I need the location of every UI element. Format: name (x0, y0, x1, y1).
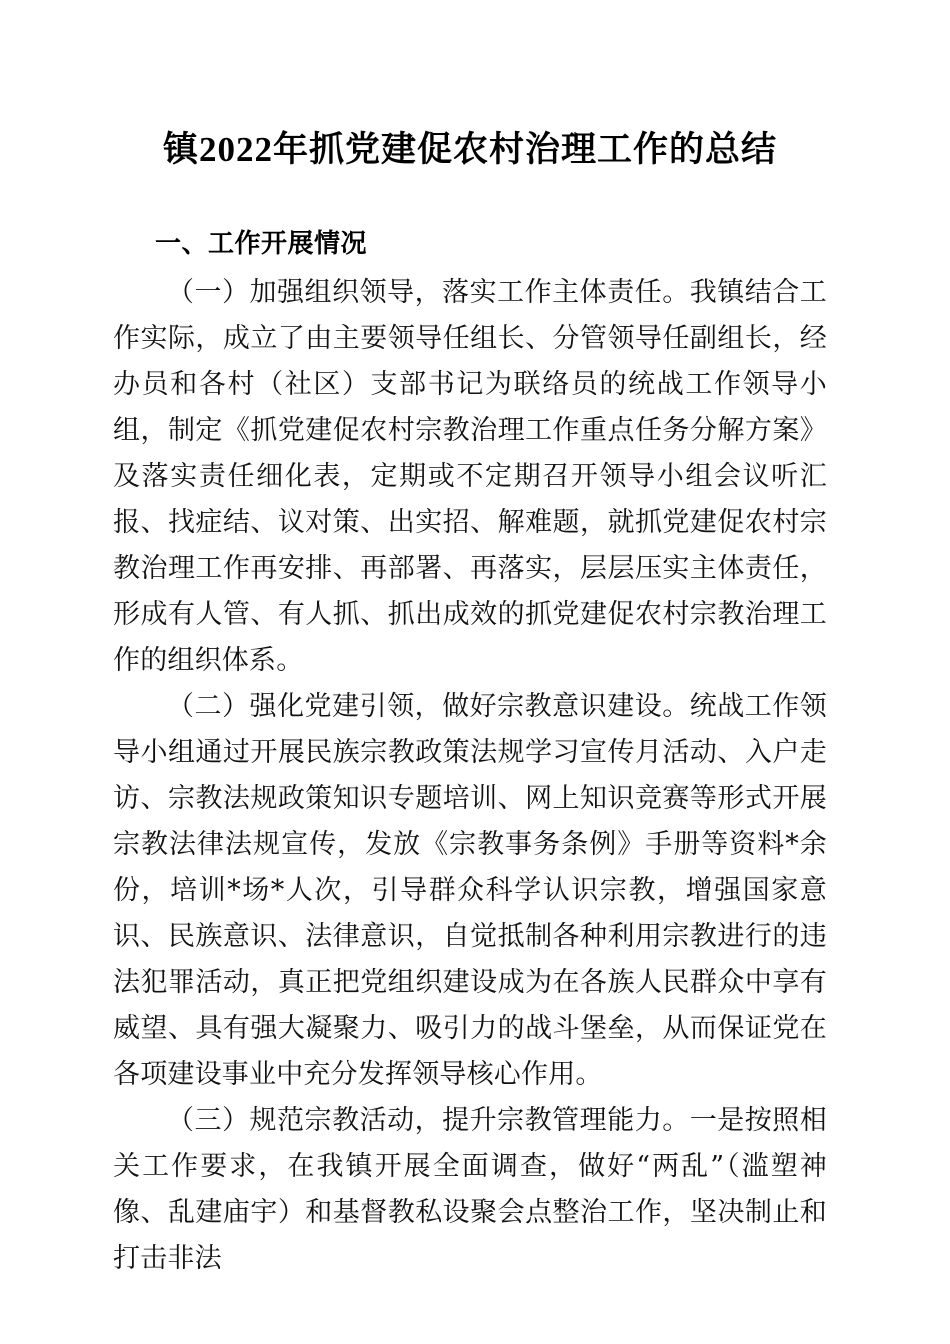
section-heading-1: 一、工作开展情况 (155, 228, 368, 258)
paragraph-1: （一）加强组织领导，落实工作主体责任。我镇结合工作实际，成立了由主要领导任组长、分管领导任副组长，经办员和各村（社区）支部书记为联络员的统战工作领导小组，制定《抓党建促农村宗教治理工作重点任务分解方案》及落实责任细化表，定期或不定期召开领导小组会议听汇报、找症结、议对策、出实招、解难题，就抓党建促农村宗教治理工作再安排、再部署、再落实，层层压实主体责任，形成有人管、有人抓、抓出成效的抓党建促农村宗教治理工作的组织体系。 (113, 277, 827, 676)
page-title: 镇2022年抓党建促农村治理工作的总结 (162, 130, 777, 169)
document-content (113, 0, 827, 1282)
paragraph-2: （二）强化党建引领，做好宗教意识建设。统战工作领导小组通过开展民族宗教政策法规学习宣传月活动、入户走访、宗教法规政策知识专题培训、网上知识竞赛等形式开展宗教法律法规宣传，发放《宗教事务条例》手册等资料*余份，培训*场*人次，引导群众科学认识宗教，增强国家意识、民族意识、法律意识，自觉抵制各种利用宗教进行的违法犯罪活动，真正把党组织建设成为在各族人民群众中享有威望、具有强大凝聚力、吸引力的战斗堡垒，从而保证党在各项建设事业中充分发挥领导核心作用。 (113, 691, 827, 1090)
paragraph-3: （三）规范宗教活动，提升宗教管理能力。一是按照相关工作要求，在我镇开展全面调查，做好“两乱”（滥塑神像、乱建庙宇）和基督教私设聚会点整治工作，坚决制止和打击非法 (113, 1105, 827, 1274)
